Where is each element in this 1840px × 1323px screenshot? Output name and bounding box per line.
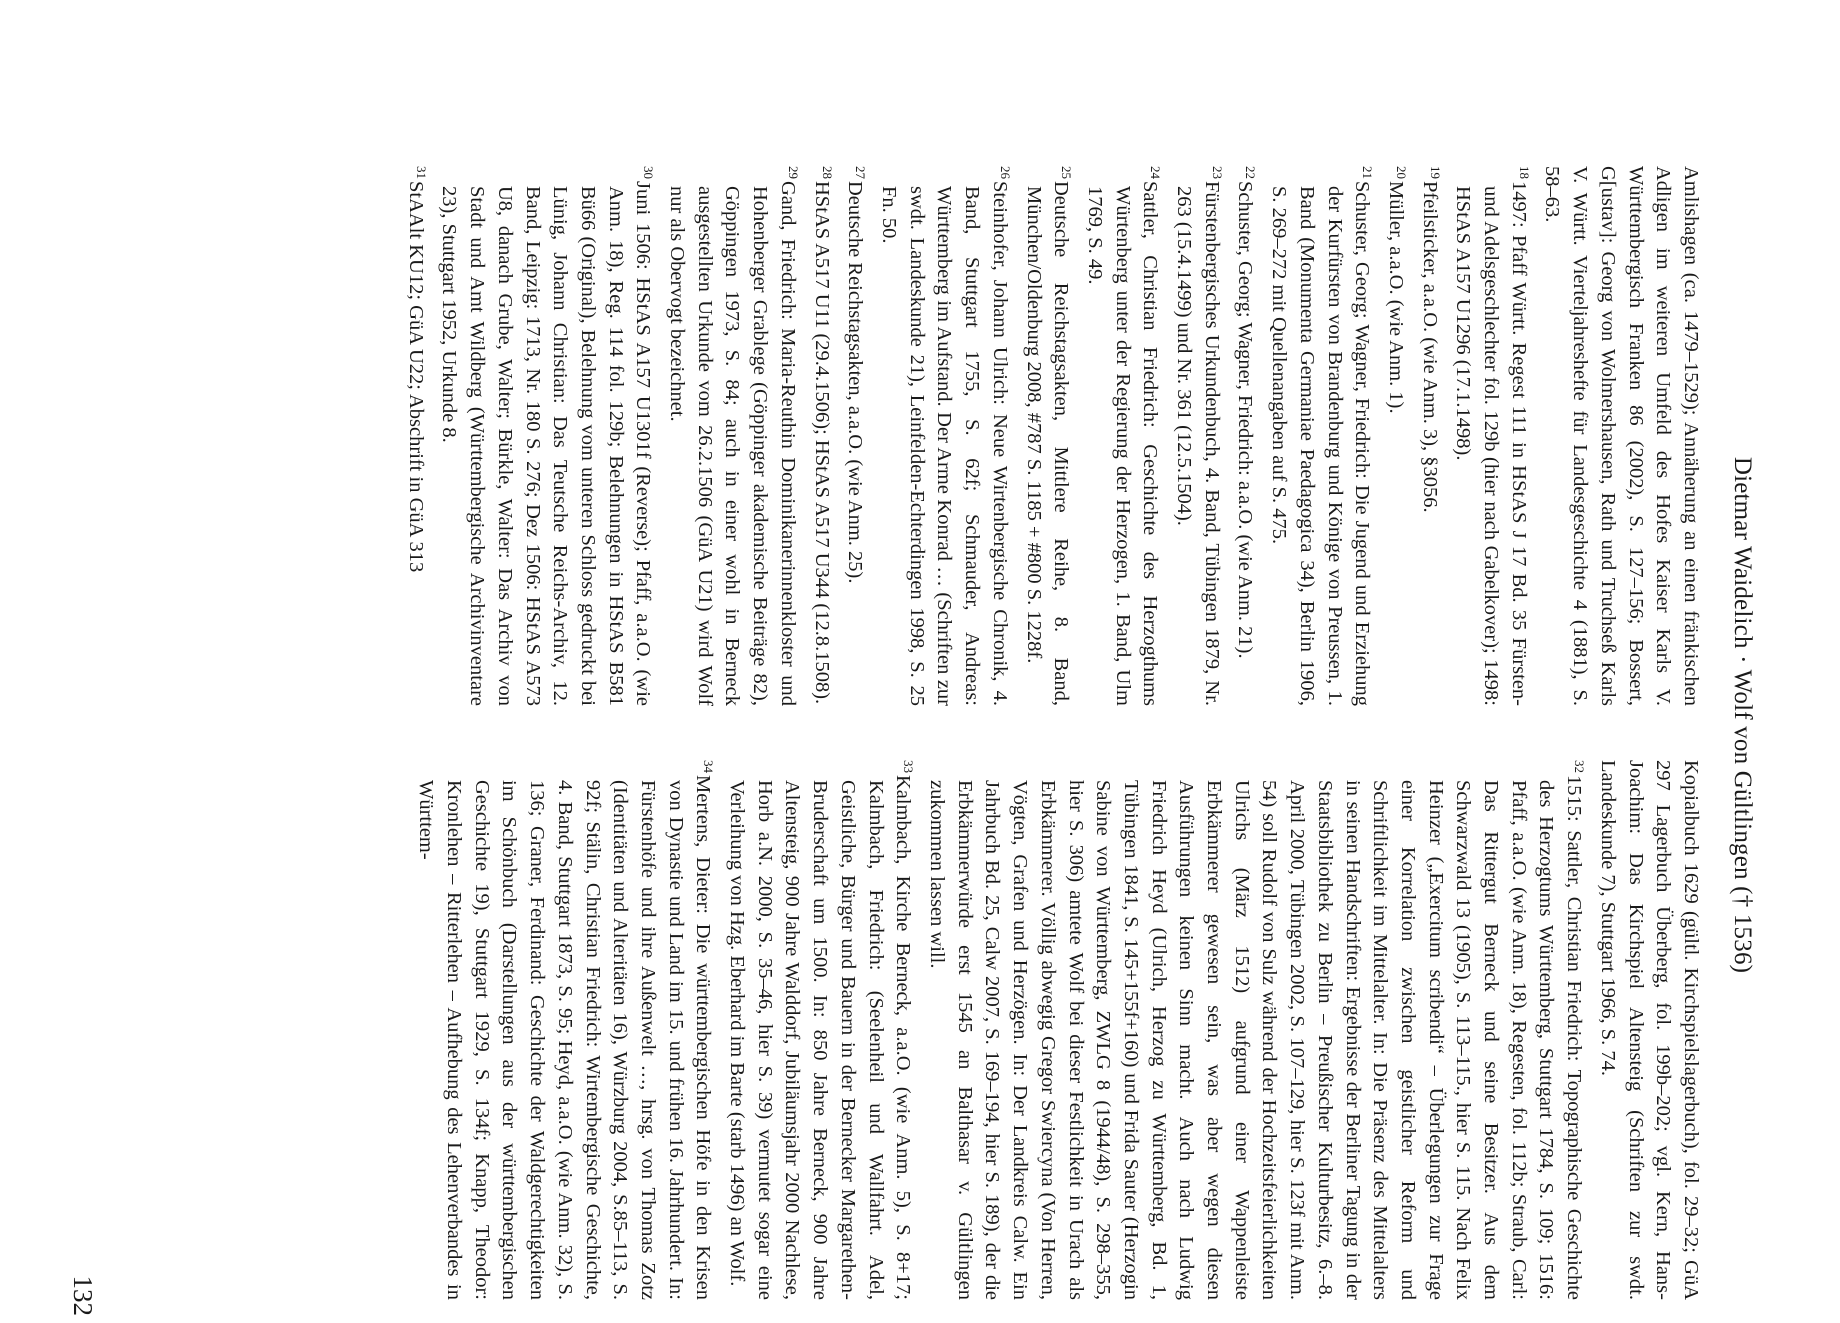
footnote	[1264, 166, 1381, 706]
footnote-text: Schuster, Georg; Wagner, Friedrich: a.a.O. (wie Anm. 21).	[1234, 181, 1257, 659]
footnote	[1169, 166, 1230, 706]
footnote-text: Mertens, Dieter: Die württembergischen Höfe in den Krisen von Dynastie und Land im 15. und frühen 16. Jahrhundert. In: Fürstenhöfe und ihre Außenwelt …, hrsg. von Thomas Zotz (Identitäten und Alteritäten 16), Würzburg 2004, S.85–113, S. 92f; Stälin, Christian Friedrich: Wirtembergische Geschichte, 4. Band, Stuttgart 1873, S. 95; Heyd, a.a.O. (wie Anm. 32), S. 136; Graner, Ferdinand: Geschichte der Waldgerechtigkeiten im Schönbuch (Darstellungen aus der württembergischen Geschichte 19), Stuttgart 1929, S. 134f; Knapp, Theodor: Kronlehen – Ritterlehen – Aufhebung des Lehenverbandes in Württem-	[415, 775, 715, 1300]
footnote-number: 34	[701, 760, 717, 773]
footnote-column-left	[401, 166, 1704, 706]
footnote-continuation: Kopialbuch 1629 (gültl. Kirchspielslagerbuch), fol. 29–32; GüA 297 Lagerbuch Überberg, fol. 199b–202; vgl. Kern, Hans-Joachim: Das Kirchspiel Altensteig (Schriften zur swdt. Landeskunde 7), Stuttgart 1966, S. 74.	[1596, 760, 1702, 1300]
footnote-text: Schuster, Georg; Wagner, Friedrich: Die Jugend und Erziehung der Kurfürsten von Brandenburg und Könige von Preussen, 1. Band (Monumenta Germaniae Paedagogica 34), Berlin 1906, S. 269–272 mit Quellenangaben auf S. 475.	[1268, 181, 1374, 706]
footnote-text: 1497: Pfaff Württ. Regest 111 in HStAS J 17 Bd. 35 Fürsten- und Adelsgeschlechter fol. 129b (hier nach Gabelkover); 1498: HStAS A157 U1296 (17.1.1498).	[1452, 181, 1530, 706]
footnote-text: Kalmbach, Kirche Berneck, a.a.O. (wie Anm. 5), S. 8+17; Kalmbach, Friedrich: (Seelenheil und Wallfahrt. Adel, Geistliche, Bürger und Bauern in der Bernecker Margarethen-Bruderschaft um 1500. In: 850 Jahre Berneck, 900 Jahre Altensteig, 900 Jahre Walddorf, Jubiläumsjahr 2000 Nachlese, Horb a.N. 2000, S. 35–46, hier S. 39) vermutet sogar eine Verleihung von Hzg. Eberhard im Barte (starb 1496) an Wolf.	[726, 775, 915, 1300]
footnote-number: 25	[1059, 166, 1075, 179]
footnote-text: Müller, a.a.O. (wie Anm. 1).	[1384, 181, 1407, 414]
footnote	[662, 166, 807, 706]
footnote-list-left	[401, 166, 1538, 706]
footnote-number: 28	[819, 166, 835, 179]
footnote-number: 30	[641, 166, 657, 179]
footnote	[412, 760, 723, 1300]
footnote	[841, 166, 875, 706]
footnote-number: 32	[1572, 760, 1588, 773]
footnote-text: 1515: Sattler, Christian Friedrich: Topographische Geschichte des Herzogtums Württemberg, Stuttgart 1784, S. 109; 1516: Pfaff, a.a.O. (wie Anm. 18), Regesten, fol. 112b; Straub, Carl: Das Rittergut Berneck und seine Besitzer. Aus dem Schwarzwald 13 (1905), S. 113–115., hier S. 115. Nach Felix Heinzer („Exercitum scribendi“ – Überlegungen zur Frage einer Korrelation zwischen geistlicher Reform und Schriftlichkeit im Mittelalter. In: Die Präsenz des Mittelalters in seinen Handschriften: Ergebnisse der Berliner Tagung in der Staatsbibliothek zu Berlin – Preußischer Kulturbesitz, 6.–8. April 2000, Tübingen 2002, S. 107–129, hier S. 123f mit Anm. 54) soll Rudolf von Sulz während der Hochzeitsfeierlichkeiten Ulrichs (März 1512) aufgrund einer Wappenleiste Erbkämmerer gewesen sein, was aber wegen diesen Ausführungen keinen Sinn macht. Auch nach Ludwig Friedrich Heyd (Ulrich, Herzog zu Württemberg, Bd. 1, Tübingen 1841, S. 145+155f+160) und Frida Sauter (Herzogin Sabine von Württemberg, ZWLG 8 (1944/48), S. 298–355, hier S. 306) amtete Wolf bei dieser Festlichkeit in Urach als Erbkämmerer. Völlig abwegig Gregor Swiercyna (Von Herren, Vögten, Grafen und Herzögen. In: Der Landkreis Calw. Ein Jahrbuch Bd. 25, Calw 2007, S. 169–194, hier S. 189), der die Erbkämmerwürde erst 1545 an Balthasar v. Gültlingen zukommen lassen will.	[926, 775, 1586, 1300]
footnote	[1449, 166, 1538, 706]
footnote	[1080, 166, 1169, 706]
footnote-text: Steinhofer, Johann Ulrich: Neue Wirtenbergische Chronik, 4. Band, Stuttgart 1755, S. 62f; Schmauder, Andreas: Württemberg im Aufstand. Der Arme Konrad … (Schriften zur swdt. Landeskunde 21), Leinfelden-Echterdingen 1998, S. 25 Fn. 50.	[878, 181, 1011, 706]
footnote-text: Pfeilsticker, a.a.O. (wie Anm. 3), §3056.	[1418, 181, 1441, 513]
footnote-number: 20	[1393, 166, 1409, 179]
footnote-text: Sattler, Christian Friedrich: Geschichte des Herzogthums Würtenberg unter der Regierung der Herzogen, 1. Band, Ulm 1769, S. 49.	[1083, 181, 1162, 706]
footnote-text: Juni 1506: HStAS A157 U1301f (Reverse); Pfaff, a.a.O. (wie Anm. 18), Reg. 114 fol. 129b; Belehnungen in HStAS B581 Bü66 (Original), Belehnung vom unteren Schloss gedruckt bei Lünig, Johann Christian: Das Teutsche Reichs-Archiv, 12. Band, Leipzig: 1713, Nr. 180 S. 276; Dez 1506: HStAS A573 U8, danach Grube, Walter; Bürkle, Walter: Das Archiv von Stadt und Amt Wildberg (Württembergische Archivinventare 23), Stuttgart 1952, Urkunde 8.	[438, 181, 655, 706]
footnote	[874, 166, 1019, 706]
footnote	[1415, 166, 1449, 706]
footnote-number: 21	[1360, 166, 1376, 179]
footnote-text: Fürstenbergisches Urkundenbuch, 4. Band, Tübingen 1879, Nr. 263 (15.4.1499) und Nr. 361 (12.5.1504).	[1173, 181, 1223, 706]
footnote-text: HStAS A517 U11 (29.4.1506); HStAS A517 U344 (12.8.1508).	[810, 181, 833, 705]
footnote-number: 19	[1427, 166, 1443, 179]
footnote	[722, 760, 922, 1300]
page-number: 132	[68, 1275, 98, 1316]
footnote-number: 22	[1243, 166, 1259, 179]
footnote-text: Deutsche Reichstagsakten, a.a.O. (wie Anm. 25).	[844, 181, 867, 584]
footnote-list-right	[412, 760, 1594, 1300]
footnote	[922, 760, 1593, 1300]
footnote-text: Deutsche Reichstagsakten, Mittlere Reihe, 8. Band, München/Oldenburg 2008, #787 S. 1185 + #800 S. 1228f.	[1022, 181, 1073, 706]
footnote-number: 24	[1148, 166, 1164, 179]
footnote	[1231, 166, 1265, 706]
footnote-text: Gand, Friedrich: Maria-Reuthin Dominikanerinnenkloster und Hohenberger Grablege (Göppinger akademische Beiträge 82), Göppingen 1973, S. 84; auch in einer wohl in Berneck ausgestellten Urkunde vom 26.2.1506 (GüA U21) wird Wolf nur als Obervogt bezeichnet.	[666, 181, 799, 706]
footnote-number: 33	[901, 760, 917, 773]
footnote-number: 31	[413, 166, 429, 179]
footnote	[1019, 166, 1080, 706]
running-head: Dietmar Waidelich · Wolf von Gültlingen († 1536)	[1729, 456, 1756, 974]
footnote-continuation: Amlishagen (ca. 1479–1529); Annäherung an einen fränkischen Adligen im weiteren Umfeld des Hofes Kaiser Karls V. Württembergisch Franken 86 (2002), S. 127–156; Bossert, G[ustav]: Georg von Wolmershausen, Rath und Truchseß Karls V. Württ. Vierteljahreshefte für Landesgeschichte 4 (1881), S. 58–63.	[1541, 166, 1702, 706]
footnote-text: StAAlt KU12; GüA U22; Abschrift in GüA 313	[404, 181, 427, 573]
footnote	[401, 166, 435, 706]
footnote-number: 23	[1209, 166, 1225, 179]
footnote-number: 26	[997, 166, 1013, 179]
footnote-number: 29	[785, 166, 801, 179]
footnote-number: 18	[1516, 166, 1532, 179]
footnote-number: 27	[853, 166, 869, 179]
footnote	[807, 166, 841, 706]
footnote	[435, 166, 663, 706]
footnote	[1381, 166, 1415, 706]
footnote-column-right	[412, 760, 1704, 1300]
